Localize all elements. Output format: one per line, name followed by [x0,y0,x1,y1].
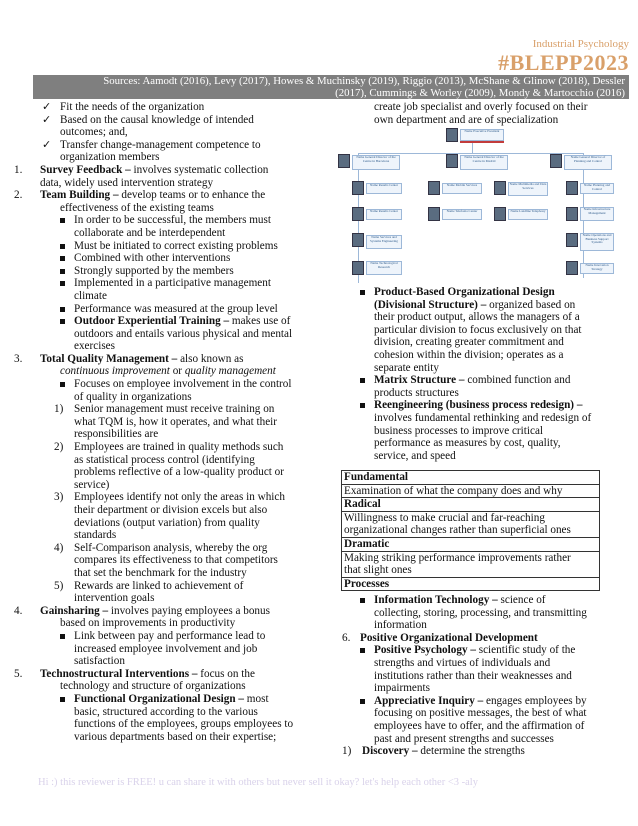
org-box: Name Technological Research [366,261,402,275]
bullet-icon [60,281,65,286]
org-box: Name Results Center [366,183,402,194]
person-photo-icon [446,154,458,168]
checklist-item: ✓ Fit the needs of the organization [42,101,205,113]
heading-tqm: 3. Total Quality Management – also known as [14,352,244,365]
text-line: employees have to offer, and the affirmation of [374,719,585,732]
text-line: what TQM is, how it operates, and what their [74,415,277,428]
person-photo-icon [352,181,364,195]
org-box: Name Results Center [366,209,402,220]
text-line: that set the benchmark for the industry [74,566,247,579]
bullet-icon [60,634,65,639]
text-line: involves fundamental rethinking and redesign of [374,411,592,424]
bullet-icon [60,307,65,312]
text-line: focusing on positive messages, the best of what [374,707,587,720]
person-photo-icon [566,207,578,221]
bullet-icon [360,378,365,383]
org-box: Name Innovation Strategy [580,263,614,274]
connector [472,143,473,153]
person-photo-icon [352,233,364,247]
person-photo-icon [446,128,458,142]
text-line: basic, structured according to the various [74,705,258,718]
org-box: Name Operations and Business Support Systems [580,233,614,251]
sources-line-2: (2017), Cummings & Worley (2009), Mondy & Martocchio (2016) [335,87,625,99]
text-line: create job specialist and overly focused on their [374,101,588,113]
text-line: information [374,619,427,632]
person-photo-icon [494,207,506,221]
bullet-icon [60,697,65,702]
accent-bar [460,141,504,143]
person-photo-icon [352,261,364,275]
org-box: Name Landline Telephony [508,209,548,220]
text-line: problems reflective of a low-quality product or [74,466,285,479]
bullet-item: Combined with other interventions [40,252,302,265]
heading-gainsharing: 4. Gainsharing – involves paying employees a bonus [14,604,270,617]
sources-line-1: Sources: Aamodt (2016), Levy (2017), Howes & Muchinsky (2019), Riggio (2013), McShane & Glinow (2018), Dessler [103,75,625,87]
bullet-item: Must be initiated to correct existing problems [40,240,302,253]
table-row [342,484,600,498]
bullet-item: Link between pay and performance lead to [40,630,302,643]
text-line: increased employee involvement and job [74,642,258,655]
table-header-cell: Processes [342,577,600,591]
table-row [342,577,600,591]
text-line: outdoors and entails various physical and mental [74,327,293,340]
org-box: Name Telefonia Center [442,209,482,220]
bullet-item: Performance was measured at the group level [40,303,302,316]
right-column-middle [342,286,600,462]
text-line: of quality in organizations [74,390,192,403]
text-line: functions of the employees, groups employees to [74,718,294,731]
text-line: organization members [60,151,160,164]
text-line: division, creating greater commitment and [374,336,564,349]
person-photo-icon [566,261,578,275]
text-line: service, and speed [374,449,456,462]
bullet-item: Product-Based Organizational Design [342,286,600,299]
bullet-item: Appreciative Inquiry – engages employees by [342,695,600,708]
text-line: effectiveness of the existing teams [60,201,214,214]
bullet-item: Matrix Structure – combined function and [342,374,600,387]
org-box-ceo: Name Executive President [460,129,504,141]
bullet-icon [360,290,365,295]
table-cell: Willingness to make crucial and far-reaching organizational changes rather than superficial ones [342,511,600,537]
text-line: deviations (output variation) from quality [74,516,260,529]
checkmark-icon: ✓ [42,138,52,151]
table-header-cell: Fundamental [342,471,600,485]
text-line: data, widely used intervention strategy [40,176,214,189]
org-box: Name Infrastructure Management [580,207,614,221]
table-row [342,551,600,577]
person-photo-icon [550,154,562,168]
org-box-director: Name General Director of Planning and Control [564,155,612,170]
table-row [342,498,600,512]
text-line: based on improvements in productivity [60,617,236,630]
text-line: collecting, storing, processing, and transmitting [374,606,587,619]
reengineering-table [341,470,600,591]
org-box-director: Name General Director of the Centre in Madrid [460,155,508,170]
left-column [14,101,302,743]
text-line: impairments [374,682,430,695]
text-line: as statistical process control (identifying [74,453,255,466]
text-line: various departments based on their expertise; [74,730,277,743]
right-column-bottom [342,594,600,758]
bullet-icon [60,218,65,223]
text-line: their product output, allows the managers of a [374,311,580,324]
text-line: strengths and virtues of individuals and [374,656,551,669]
text-line: climate [74,289,107,302]
bullet-icon [60,244,65,249]
right-column-top [342,101,600,126]
person-photo-icon [352,207,364,221]
org-chart [330,125,615,288]
bullet-item: Information Technology – science of [342,594,600,607]
org-box: Name Services and Systems Engineering [366,235,402,249]
header-hashtag: #BLEPP2023 [498,50,629,75]
text-line: technology and structure of organizations [60,680,246,693]
person-photo-icon [338,154,350,168]
checklist-item: ✓ Transfer change-management competence to [42,138,261,151]
bullet-item: Reengineering (business process redesign) – [342,399,600,412]
numbered-item: 5) Rewards are linked to achievement of [54,579,244,592]
sources-bar [33,75,629,99]
bullet-icon [60,256,65,261]
person-photo-icon [428,207,440,221]
text-line: exercises [74,340,115,353]
text-line: products structures [374,386,459,399]
text-line: cohesion within the division; operates as a [374,348,564,361]
heading-technostructural: 5. Technostructural Interventions – focus on the [14,667,255,680]
text-line: standards [74,529,117,542]
bullet-icon [360,699,365,704]
heading-survey-feedback: 1. Survey Feedback – involves systematic collection [14,163,269,176]
text-line: performance as measures by cost, quality, [374,437,561,450]
text-line: institutions rather than their weaknesses and [374,669,572,682]
org-box: Name Mobile Services [442,183,482,194]
bullet-icon [60,382,65,387]
numbered-item: 4) Self-Comparison analysis, whereby the org [54,541,268,554]
bullet-item: Focuses on employee involvement in the control [40,378,302,391]
table-row [342,471,600,485]
text-line: collaborate and be interdependent [74,226,226,239]
text-line: responsibilities are [74,428,159,441]
checklist-item: ✓ Based on the causal knowledge of intended [42,113,254,126]
text-line: particular division to focus exclusively on that [374,323,582,336]
footer-note: Hi :) this reviewer is FREE! u can share it with others but never sell it okay? let's help each other <3 -aly [38,777,478,788]
numbered-item: 3) Employees identify not only the areas in which [54,491,285,504]
text-line: business processes to improve critical [374,424,544,437]
checkmark-icon: ✓ [42,113,52,126]
text-line: separate entity [374,361,439,374]
table-row [342,511,600,537]
org-box: Name Multimedia and Data Services [508,182,548,196]
bullet-icon [60,269,65,274]
heading-positive-od: 6. Positive Organizational Development [342,631,538,644]
bullet-icon [60,319,65,324]
org-box-director: Name General Director of the Centre in Barcelona [352,155,400,170]
org-box: Name Planning and Control [580,183,614,194]
bullet-item: In order to be successful, the members must [40,214,302,227]
table-header-cell: Radical [342,498,600,512]
text-line: intervention goals [74,592,155,605]
checkmark-icon: ✓ [42,101,52,113]
bullet-item: Outdoor Experiential Training – makes use of [40,315,302,328]
person-photo-icon [566,181,578,195]
person-photo-icon [566,233,578,247]
table-cell: Examination of what the company does and why [342,484,600,498]
text-line: service) [74,478,110,491]
bullet-item: Strongly supported by the members [40,265,302,278]
numbered-item: 2) Employees are trained in quality methods such [54,441,284,454]
table-cell: Making striking performance improvements rather that slight ones [342,551,600,577]
text-line: continuous improvement or quality management [60,365,276,378]
bullet-item: Positive Psychology – scientific study of the [342,644,600,657]
person-photo-icon [428,181,440,195]
numbered-item: 1) Discovery – determine the strengths [342,745,525,758]
person-photo-icon [494,181,506,195]
header-subject: Industrial Psychology [532,38,629,50]
bullet-icon [360,403,365,408]
bullet-icon [360,648,365,653]
text-line: outcomes; and, [60,126,128,139]
numbered-item: 1) Senior management must receive training on [54,403,275,416]
text-line: past and present strengths and successes [374,732,554,745]
text-line: compares its effectiveness to that competitors [74,554,278,567]
text-line: satisfaction [74,655,125,668]
bullet-item: Implemented in a participative management [40,277,302,290]
bullet-icon [360,598,365,603]
text-line: own department and are of specialization [374,113,559,126]
heading-team-building: 2. Team Building – develop teams or to enhance the [14,189,266,202]
bullet-item: Functional Organizational Design – most [40,693,302,706]
table-row [342,537,600,551]
text-line: (Divisional Structure) – organized based on [374,298,576,311]
table-header-cell: Dramatic [342,537,600,551]
text-line: their department or division excels but also [74,504,268,516]
